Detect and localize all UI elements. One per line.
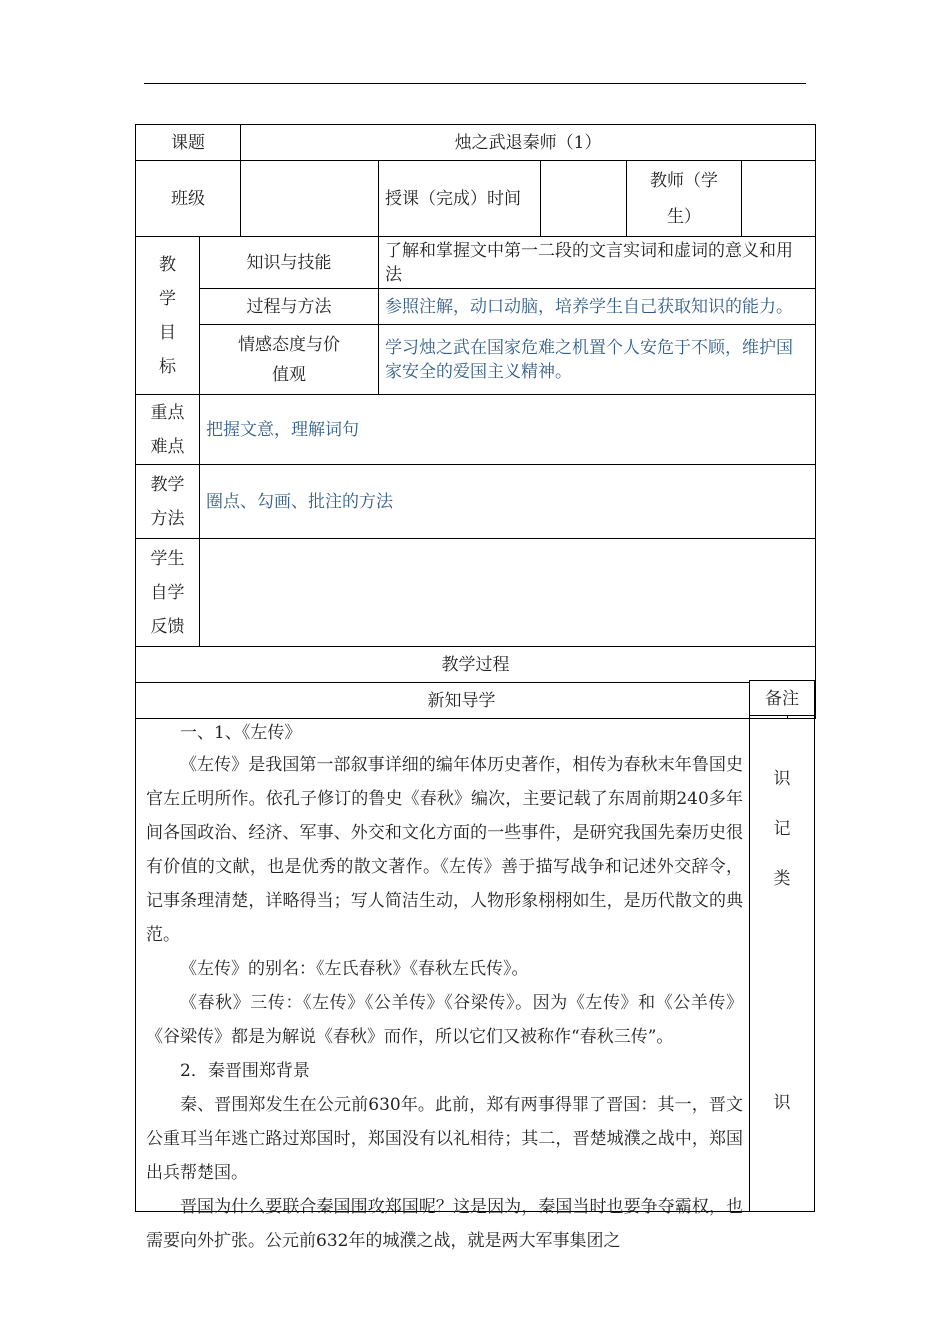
goal-label-emotion: 情感态度与价值观 xyxy=(200,325,379,395)
paragraph-4: 《春秋》三传：《左传》《公羊传》《谷梁传》。因为《左传》和《公羊传》《谷梁传》都是为解说《春秋》而作，所以它们又被称作“春秋三传”。 xyxy=(146,993,743,1047)
lesson-plan-table xyxy=(135,124,816,719)
note-2: 记 xyxy=(773,819,791,839)
paragraph-3: 《左传》的别名：《左氏春秋》《春秋左氏传》。 xyxy=(180,959,529,979)
goal-label-knowledge: 知识与技能 xyxy=(200,237,379,289)
note-3: 类 xyxy=(773,869,791,889)
feedback-value xyxy=(200,539,816,647)
paragraph-7: 晋国为什么要联合秦国围攻郑国呢？这是因为，秦国当时也要争夺霸权，也需要向外扩张。公元前632年的城濮之战，就是两大军事集团之 xyxy=(146,1197,743,1251)
key-points-label: 重点难点 xyxy=(136,395,200,465)
topic-label: 课题 xyxy=(136,125,241,161)
teacher-label: 教师（学生） xyxy=(627,161,742,237)
goal-value-emotion: 学习烛之武在国家危难之机置个人安危于不顾，维护国家安全的爱国主义精神。 xyxy=(379,325,816,395)
time-label: 授课（完成）时间 xyxy=(379,161,541,237)
topic-value: 烛之武退秦师（1） xyxy=(241,125,816,161)
goals-group-label: 教学目标 xyxy=(136,237,200,395)
paragraph-5: 2．秦晋围郑背景 xyxy=(180,1061,310,1081)
process-main-column xyxy=(136,716,750,1251)
process-title: 教学过程 xyxy=(136,647,816,683)
method-value: 圈点、勾画、批注的方法 xyxy=(200,465,816,539)
process-col-main: 新知导学 xyxy=(136,683,788,719)
process-body xyxy=(135,716,815,1251)
key-points-value: 把握文意，理解词句 xyxy=(200,395,816,465)
teacher-value xyxy=(742,161,816,237)
note-4: 识 xyxy=(773,1093,791,1113)
goal-value-knowledge: 了解和掌握文中第一二段的文言实词和虚词的意义和用法 xyxy=(379,237,816,289)
process-note-column xyxy=(750,716,814,1211)
paragraph-6: 秦、晋围郑发生在公元前630年。此前，郑有两事得罪了晋国：其一，晋文公重耳当年逃亡路过郑国时，郑国没有以礼相待；其二，晋楚城濮之战中，郑国出兵帮楚国。 xyxy=(146,1095,743,1183)
paragraph-1: 一、1、《左传》 xyxy=(180,723,302,743)
process-col-note: 备注 xyxy=(749,680,815,716)
class-label: 班级 xyxy=(136,161,241,237)
time-value xyxy=(541,161,627,237)
paragraph-2: 《左传》是我国第一部叙事详细的编年体历史著作，相传为春秋末年鲁国史官左丘明所作。依孔子修订的鲁史《春秋》编次，主要记载了东周前期240多年间各国政治、经济、军事、外交和文化方面的一些事件，是研究我国先秦历史很有价值的文献，也是优秀的散文著作。《左传》善于描写战争和记述外交辞令，记事条理清楚，详略得当；写人简洁生动，人物形象栩栩如生，是历代散文的典范。 xyxy=(146,755,743,945)
class-value xyxy=(241,161,379,237)
header-rule xyxy=(144,83,806,84)
feedback-label: 学生自学反馈 xyxy=(136,539,200,647)
goal-label-process: 过程与方法 xyxy=(200,289,379,325)
method-label: 教学方法 xyxy=(136,465,200,539)
note-1: 识 xyxy=(773,769,791,789)
goal-value-process: 参照注解，动口动脑，培养学生自己获取知识的能力。 xyxy=(379,289,816,325)
